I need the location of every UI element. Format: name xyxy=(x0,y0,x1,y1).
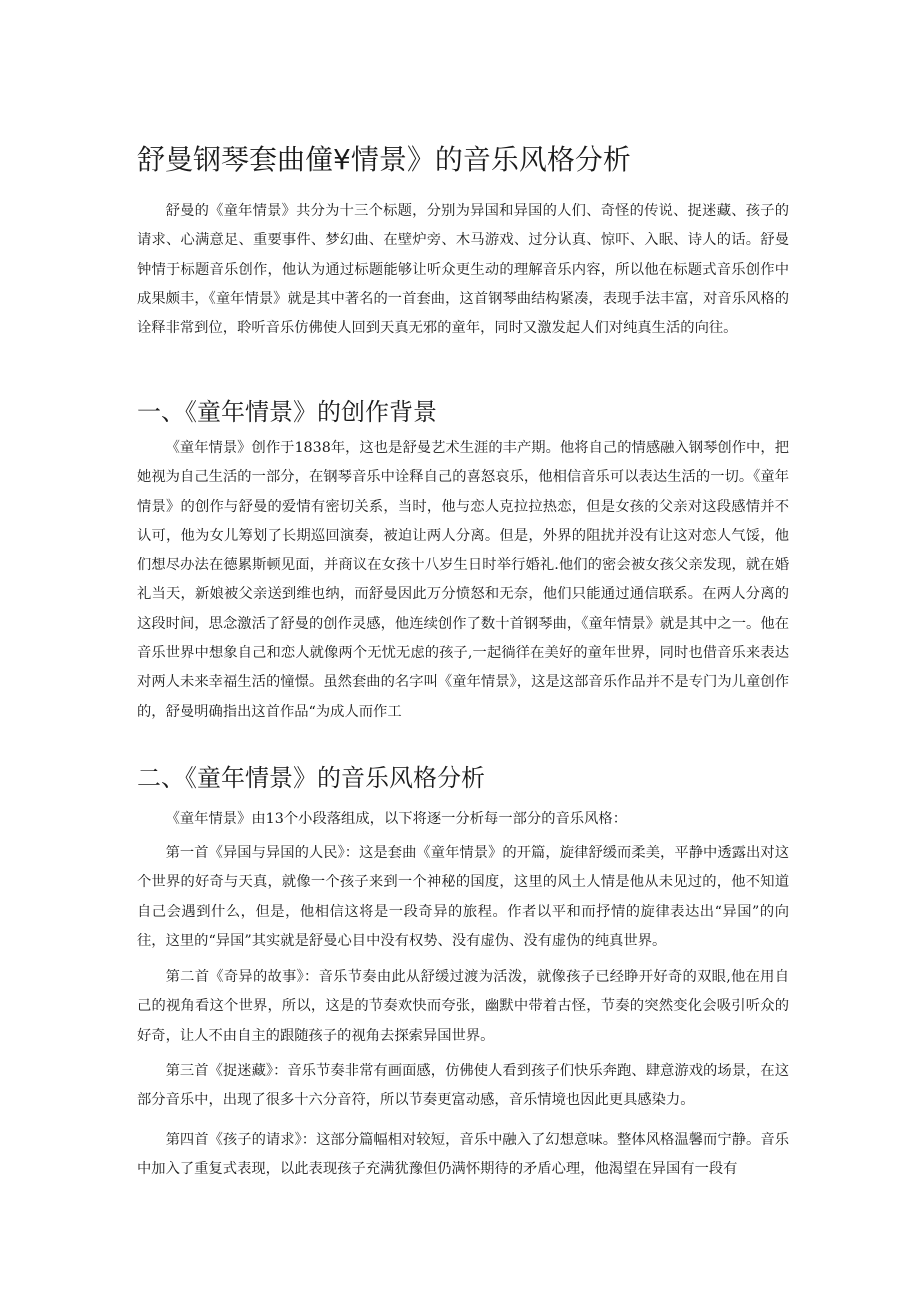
section-2-paragraph-1: 《童年情景》由13个小段落组成，以下将逐一分析每一部分的音乐风格： xyxy=(165,811,627,827)
section-2-paragraph-3: 第二首《奇异的故事》：音乐节奏由此从舒缓过渡为活泼，就像孩子已经睁开好奇的双眼,他在用自己的视角看这个世界，所以，这是的节奏欢快而夸张，幽默中带着古怪，节奏的突然变化会吸引听众的好奇，让人不由自主的跟随孩子的视角去探索异国世界。 xyxy=(137,969,789,1044)
section-2-paragraph-4: 第三首《捉迷藏》：音乐节奏非常有画面感，仿佛使人看到孩子们快乐奔跑、肆意游戏的场景，在这部分音乐中，出现了很多十六分音符，所以节奏更富动感，音乐情境也因此更具感染力。 xyxy=(137,1063,789,1109)
section-1-paragraph-1: 《童年情景》创作于1838年，这也是舒曼艺术生涯的丰产期。他将自己的情感融入钢琴创作中，把她视为自己生活的一部分，在钢琴音乐中诠释自己的喜怒哀乐，他相信音乐可以表达生活的一切。《童年情景》的创作与舒曼的爱情有密切关系，当时，他与恋人克拉拉热恋，但是女孩的父亲对这段感情并不认可，他为女儿筹划了长期巡回演奏，被迫让两人分离。但是，外界的阻扰并没有让这对恋人气馁，他们想尽办法在德累斯顿见面，并商议在女孩十八岁生日时举行婚礼.他们的密会被女孩父亲发现，就在婚礼当天，新娘被父亲送到维也纳，而舒曼因此万分愤怒和无奈，他们只能通过通信联系。在两人分离的这段时间，思念激活了舒曼的创作灵感，他连续创作了数十首钢琴曲，《童年情景》就是其中之一。他在音乐世界中想象自己和恋人就像两个无忧无虑的孩子,一起徜徉在美好的童年世界，同时也借音乐来表达对两人未来幸福生活的憧憬。虽然套曲的名字叫《童年情景》，这是这部音乐作品并不是专门为儿童创作的，舒曼明确指出这首作品“为成人而作工 xyxy=(137,440,789,720)
section-heading-style-analysis: 二、《童年情景》的音乐风格分析 xyxy=(137,764,485,792)
section-2-paragraph-2: 第一首《异国与异国的人民》：这是套曲《童年情景》的开篇，旋律舒缓而柔美，平静中透露出对这个世界的好奇与天真，就像一个孩子来到一个神秘的国度，这里的风土人情是他从未见过的，他不知道自己会遇到什么，但是，他相信这将是一段奇异的旅程。作者以平和而抒情的旋律表达出“异国”的向往，这里的“异国”其实就是舒曼心目中没有权势、没有虚伪、没有虚伪的纯真世界。 xyxy=(137,845,789,949)
section-2-paragraph-5: 第四首《孩子的请求》：这部分篇幅相对较短，音乐中融入了幻想意味。整体风格温馨而宁静。音乐中加入了重复式表现，以此表现孩子充满犹豫但仍满怀期待的矛盾心理，他渴望在异国有一段有 xyxy=(137,1132,789,1178)
intro-paragraph: 舒曼的《童年情景》共分为十三个标题，分别为异国和异国的人们、奇怪的传说、捉迷藏、孩子的请求、心满意足、重要事件、梦幻曲、在壁炉旁、木马游戏、过分认真、惊吓、入眠、诗人的话。舒曼钟情于标题音乐创作，他认为通过标题能够让听众更生动的理解音乐内容，所以他在标题式音乐创作中成果颇丰，《童年情景》就是其中著名的一首套曲，这首钢琴曲结构紧凑，表现手法丰富，对音乐风格的诠释非常到位，聆听音乐仿佛使人回到天真无邪的童年，同时又激发起人们对纯真生活的向往。 xyxy=(137,203,789,337)
section-heading-creation-background: 一、《童年情景》的创作背景 xyxy=(137,398,437,426)
document-title: 舒曼钢琴套曲僮¥情景》的音乐风格分析 xyxy=(137,143,631,176)
